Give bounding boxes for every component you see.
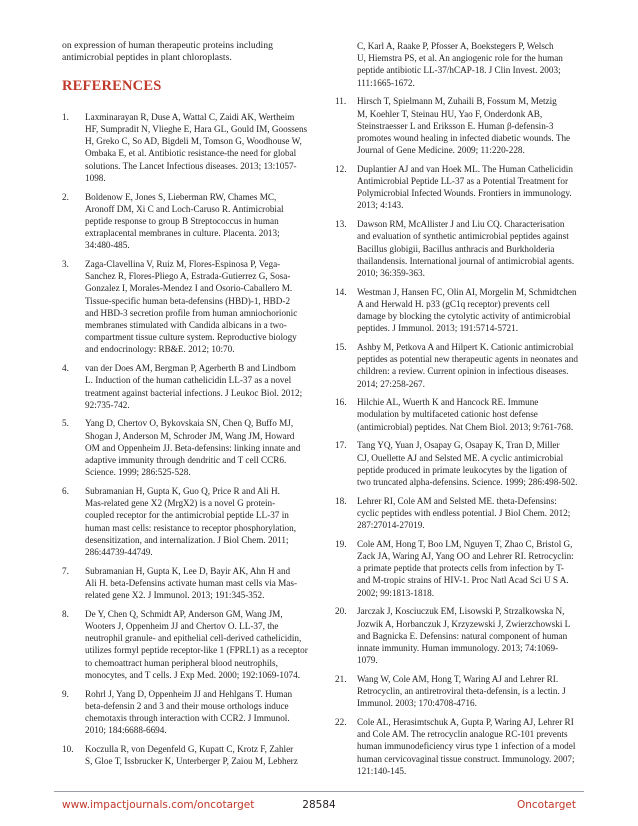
- reference-number: 2.: [62, 191, 69, 202]
- references-list-left: [62, 111, 309, 767]
- reference-number: 7.: [62, 565, 69, 576]
- reference-item: [335, 95, 582, 156]
- reference-number: 5.: [62, 418, 69, 429]
- reference-item: [335, 439, 582, 488]
- reference-text: Tang YQ, Yuan J, Osapay G, Osapay K, Tran D, Miller CJ, Ouellette AJ and Selsted ME. A cyclic antimicrobial peptide produced in primate leukocytes by the ligation of two truncated alpha-defensins. Science. 1999; 286:498-502.: [357, 440, 578, 487]
- reference-number: 22.: [335, 716, 347, 727]
- reference-number: 13.: [335, 219, 347, 230]
- reference-text: Rohrl J, Yang D, Oppenheim JJ and Hehlgans T. Human beta-defensin 2 and 3 and their mouse orthologs induce chemotaxis through interaction with CCR2. J Immunol. 2010; 184:6688-6694.: [85, 688, 293, 736]
- reference-number: 8.: [62, 608, 69, 619]
- reference-number: 15.: [335, 341, 347, 352]
- reference-number: 17.: [335, 440, 347, 451]
- reference-continuation: [335, 40, 582, 89]
- reference-item: [62, 688, 309, 737]
- reference-text: Westman J, Hansen FC, Olin AI, Morgelin M, Schmidtchen A and Herwald H. p33 (gC1q receptor) prevents cell damage by blocking the cytolytic activity of antimicrobial peptides. J Immunol. 2013; 191:5714-5721.: [357, 286, 577, 334]
- reference-number: 6.: [62, 486, 69, 496]
- reference-number: 19.: [335, 538, 347, 549]
- reference-text: Laxminarayan R, Duse A, Wattal C, Zaidi AK, Wertheim HF, Sumpradit N, Vlieghe E, Hara GL, Gould IM, Goossens H, Greko C, So AD, Bigdeli M, Tomson G, Woodhouse W, Ombaka E, et al. Antibiotic resistance-the need for global solutions. The Lancet Infectious diseases. 2013; 13:1057- 1098.: [85, 111, 308, 183]
- reference-item: [62, 191, 309, 252]
- reference-text: Jarczak J, Kosciuczuk EM, Lisowski P, Strzalkowska N, Jozwik A, Horbanczuk J, Krzyzewski J, Zwierzchowski L and Bagnicka E. Defensins: natural component of human innate immunity. Human immunology. 2013; 74:1069- 1079.: [357, 606, 571, 666]
- reference-text: Hirsch T, Spielmann M, Zuhaili B, Fossum M, Metzig M, Koehler T, Steinau HU, Yao F, Onderdonk AB, Steinstraesser L and Eriksson E. Human β-defensin-3 promotes wound healing in infected diabetic wounds. The Journal of Gene Medicine. 2009; 11:220-228.: [357, 96, 571, 156]
- journal-url-link[interactable]: www.impactjournals.com/oncotarget: [62, 799, 255, 811]
- reference-text: Duplantier AJ and van Hoek ML. The Human Cathelicidin Antimicrobial Peptide LL-37 as a Potential Treatment for Polymicrobial Infected Wounds. Frontiers in immunology. 2013; 4:143.: [357, 163, 573, 211]
- reference-text: Dawson RM, McAllister J and Liu CQ. Characterisation and evaluation of synthetic antimicrobial peptides against Bacillus globigii, Bacillus anthracis and Burkholderia thailandensis. International journal of antimicrobial agents. 2010; 36:359-363.: [357, 219, 575, 278]
- reference-item: [62, 608, 309, 681]
- reference-item: [62, 111, 309, 184]
- reference-text: van der Does AM, Bergman P, Agerberth B and Lindbom L. Induction of the human cathelicidin LL-37 as a novel treatment against bacterial infections. J Leukoc Biol. 2012; 92:735-742.: [85, 363, 303, 410]
- references-heading: REFERENCES: [62, 77, 162, 94]
- reference-item: [335, 495, 582, 532]
- reference-text: Subramanian H, Gupta K, Guo Q, Price R and Ali H. Mas-related gene X2 (MrgX2) is a novel G protein- coupled receptor for the antimicrobial peptide LL-37 in human mast cells: resistance to receptor phosphorylation, desensitization, and internalization. J Biol Chem. 2011; 286:44739-44749.: [85, 486, 296, 558]
- intro-paragraph: on expression of human therapeutic proteins including antimicrobial peptides in plant chloroplasts.: [62, 40, 273, 64]
- reference-number: 20.: [335, 606, 347, 617]
- reference-text: Cole AL, Herasimtschuk A, Gupta P, Waring AJ, Lehrer RI and Cole AM. The retrocyclin analogue RC-101 prevents human immunodeficiency virus type 1 infection of a model human cervicovaginal tissue construct. Immunology. 2007; 121:140-145.: [357, 716, 576, 776]
- reference-item: [62, 417, 309, 478]
- reference-item: [62, 485, 309, 558]
- reference-number: 11.: [335, 96, 347, 107]
- reference-item: [335, 716, 582, 777]
- reference-text: Hilchie AL, Wuerth K and Hancock RE. Immune modulation by multifaceted cationic host defense (antimicrobial) peptides. Nat Chem Biol. 2013; 9:761-768.: [357, 397, 574, 432]
- reference-continuation-text: C, Karl A, Raake P, Pfosser A, Boekstegers P, Welsch U, Hiemstra PS, et al. An angiogenic role for the human peptide antibiotic LL-37/hCAP-18. J Clin Invest. 2003; 111:1665-1672.: [357, 41, 563, 88]
- reference-item: [335, 286, 582, 335]
- reference-item: [62, 258, 309, 356]
- reference-text: De Y, Chen Q, Schmidt AP, Anderson GM, Wang JM, Wooters J, Oppenheim JJ and Chertov O. LL-37, the neutrophil granule- and epithelial cell-derived cathelicidin, utilizes formyl peptide receptor-like 1 (FPRL1) as a receptor to chemoattract human peripheral blood neutrophils, monocytes, and T cells. J Exp Med. 2000; 192:1069-1074.: [85, 608, 308, 680]
- reference-number: 10.: [62, 743, 74, 754]
- reference-text: Wang W, Cole AM, Hong T, Waring AJ and Lehrer RI. Retrocyclin, an antiretroviral theta-defensin, is a lectin. J Immunol. 2003; 170:4708-4716.: [357, 673, 566, 709]
- reference-item: [335, 396, 582, 433]
- references-list-right: [335, 40, 582, 777]
- reference-text: Koczulla R, von Degenfeld G, Kupatt C, Krotz F, Zahler S, Gloe T, Issbrucker K, Unterberger P, Zaiou M, Lebherz: [85, 743, 298, 767]
- reference-number: 12.: [335, 163, 347, 174]
- reference-number: 21.: [335, 673, 347, 684]
- reference-item: [62, 743, 309, 767]
- reference-text: Lehrer RI, Cole AM and Selsted ME. theta-Defensins: cyclic peptides with endless potential. J Biol Chem. 2012; 287:27014-27019.: [357, 495, 571, 531]
- left-column: [62, 40, 309, 774]
- reference-item: [335, 605, 582, 666]
- reference-text: Ashby M, Petkova A and Hilpert K. Cationic antimicrobial peptides as potential new therapeutic agents in neonates and children: a review. Current opinion in infectious diseases. 2014; 27:258-267.: [357, 341, 578, 389]
- reference-number: 4.: [62, 363, 69, 374]
- reference-item: [335, 163, 582, 212]
- reference-number: 3.: [62, 259, 69, 270]
- reference-number: 9.: [62, 688, 69, 699]
- reference-text: Subramanian H, Gupta K, Lee D, Bayir AK, Ahn H and Ali H. beta-Defensins activate human mast cells via Mas- related gene X2. J Immunol. 2013; 191:345-352.: [85, 565, 298, 601]
- right-column: [335, 40, 582, 783]
- reference-text: Zaga-Clavellina V, Ruiz M, Flores-Espinosa P, Vega- Sanchez R, Flores-Pliego A, Estrada-Gutierrez G, Sosa- Gonzalez I, Morales-Mendez I and Osorio-Caballero M. Tissue-specific human beta-defensins (HBD)-1, HBD-2 and HBD-3 secretion profile from human amniochorionic membranes stimulated with Candida albicans in a two- compartment tissue culture system. Reproductive biology and endocrinology: RB&E. 2012; 10:70.: [85, 259, 298, 355]
- reference-number: 1.: [62, 111, 69, 122]
- page-footer: [62, 799, 576, 813]
- reference-number: 16.: [335, 397, 347, 408]
- reference-item: [62, 362, 309, 411]
- reference-text: Cole AM, Hong T, Boo LM, Nguyen T, Zhao C, Bristol G, Zack JA, Waring AJ, Yang OO and Lehrer RI. Retrocyclin: a primate peptide that protects cells from infection by T- and M-tropic strains of HIV-1. Proc Natl Acad Sci U S A. 2002; 99:1813-1818.: [357, 538, 574, 598]
- reference-item: [335, 673, 582, 710]
- journal-name: Oncotarget: [516, 799, 576, 811]
- reference-item: [62, 565, 309, 602]
- page-number: 28584: [302, 799, 336, 811]
- footer-divider: [54, 791, 584, 792]
- reference-text: Boldenow E, Jones S, Lieberman RW, Chames MC, Aronoff DM, Xi C and Loch-Caruso R. Antimicrobial peptide response to group B Streptococcus in human extraplacental membranes in culture. Placenta. 2013; 34:480-485.: [85, 191, 284, 251]
- reference-item: [335, 341, 582, 390]
- reference-item: [335, 538, 582, 599]
- reference-text: Yang D, Chertov O, Bykovskaia SN, Chen Q, Buffo MJ, Shogan J, Anderson M, Schroder JM, Wang JM, Howard OM and Oppenheim JJ. Beta-defensins: linking innate and adaptive immunity through dendritic and T cell CCR6. Science. 1999; 286:525-528.: [85, 418, 301, 478]
- reference-item: [335, 218, 582, 279]
- reference-number: 14.: [335, 286, 347, 297]
- reference-number: 18.: [335, 495, 347, 506]
